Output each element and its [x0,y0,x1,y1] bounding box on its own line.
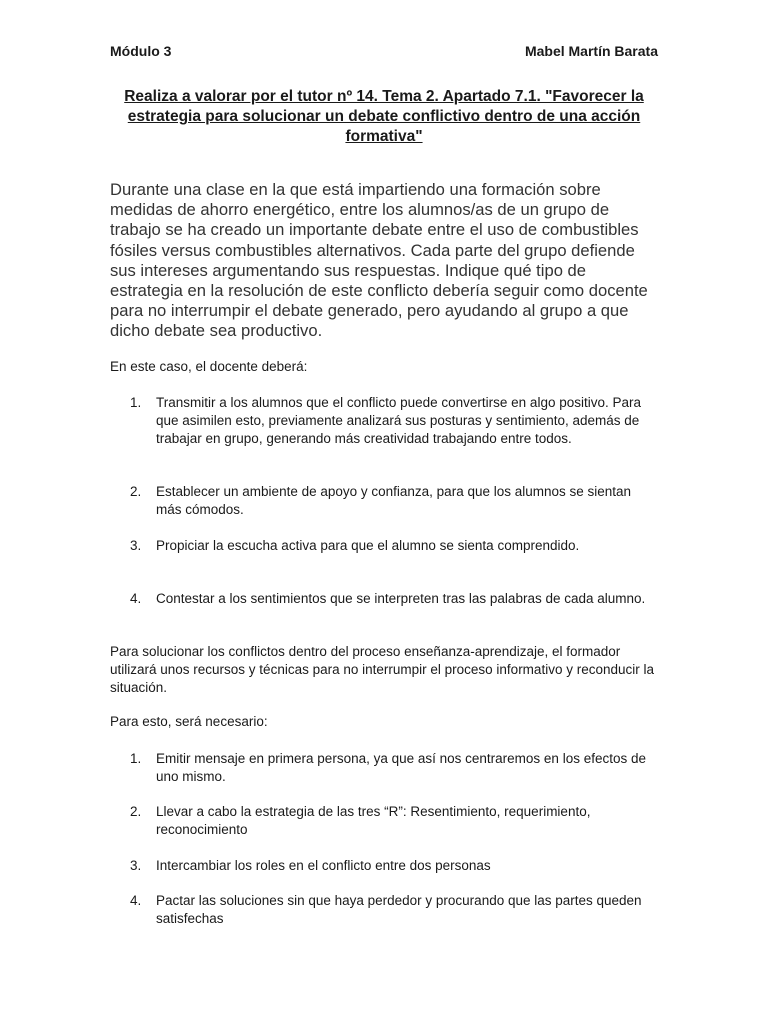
list-text: Transmitir a los alumnos que el conflicto puede convertirse en algo positivo. Para que asimilen esto, previamente analizará sus posturas y sentimiento, además de trabajar en grupo, generando más creatividad trabajando entre todos. [156,395,641,447]
list-number: 3. [130,858,142,873]
list-text: Intercambiar los roles en el conflicto entre dos personas [156,858,491,873]
list-text: Propiciar la escucha activa para que el alumno se sienta comprendido. [156,538,580,553]
list-number: 2. [130,804,142,819]
list-text: Establecer un ambiente de apoyo y confianza, para que los alumnos se sientan más cómodos. [156,484,632,518]
header-module: Módulo 3 [110,43,172,59]
list-text: Pactar las soluciones sin que haya perdedor y procurando que las partes queden satisfechas [156,893,642,927]
header-author: Mabel Martín Barata [524,43,658,59]
section1-lead: En este caso, el docente deberá: [110,359,308,374]
list-text: Llevar a cabo la estrategia de las tres “R”: Resentimiento, requerimiento, reconocimiento [156,804,591,838]
list-number: 4. [130,893,142,908]
list-number: 2. [130,484,142,499]
list-number: 3. [130,538,142,553]
list-text: Contestar a los sentimientos que se interpreten tras las palabras de cada alumno. [156,591,646,606]
section2-lead: Para esto, será necesario: [110,714,268,729]
page-header [110,43,658,63]
list-number: 1. [130,395,142,410]
list-number: 4. [130,591,142,606]
document-title: Realiza a valorar por el tutor nº 14. Tema 2. Apartado 7.1. "Favorecer la estrategia para solucionar un debate conflictivo dentro de una acción formativa" [124,88,644,145]
paragraph-2: Para solucionar los conflictos dentro del proceso enseñanza-aprendizaje, el formador utilizará unos recursos y técnicas para no interrumpir el proceso informativo y reconducir la situación. [110,644,654,696]
intro-paragraph: Durante una clase en la que está impartiendo una formación sobre medidas de ahorro energético, entre los alumnos/as de un grupo de trabajo se ha creado un importante debate entre el uso de combustibles fósiles versus combustibles alternativos. Cada parte del grupo defiende sus intereses argumentando sus respuestas. Indique qué tipo de estrategia en la resolución de este conflicto debería seguir como docente para no interrumpir el debate generado, pero ayudando al grupo a que dicho debate sea productivo. [110,180,648,341]
list-text: Emitir mensaje en primera persona, ya que así nos centraremos en los efectos de uno mismo. [156,751,646,785]
list-number: 1. [130,751,142,766]
